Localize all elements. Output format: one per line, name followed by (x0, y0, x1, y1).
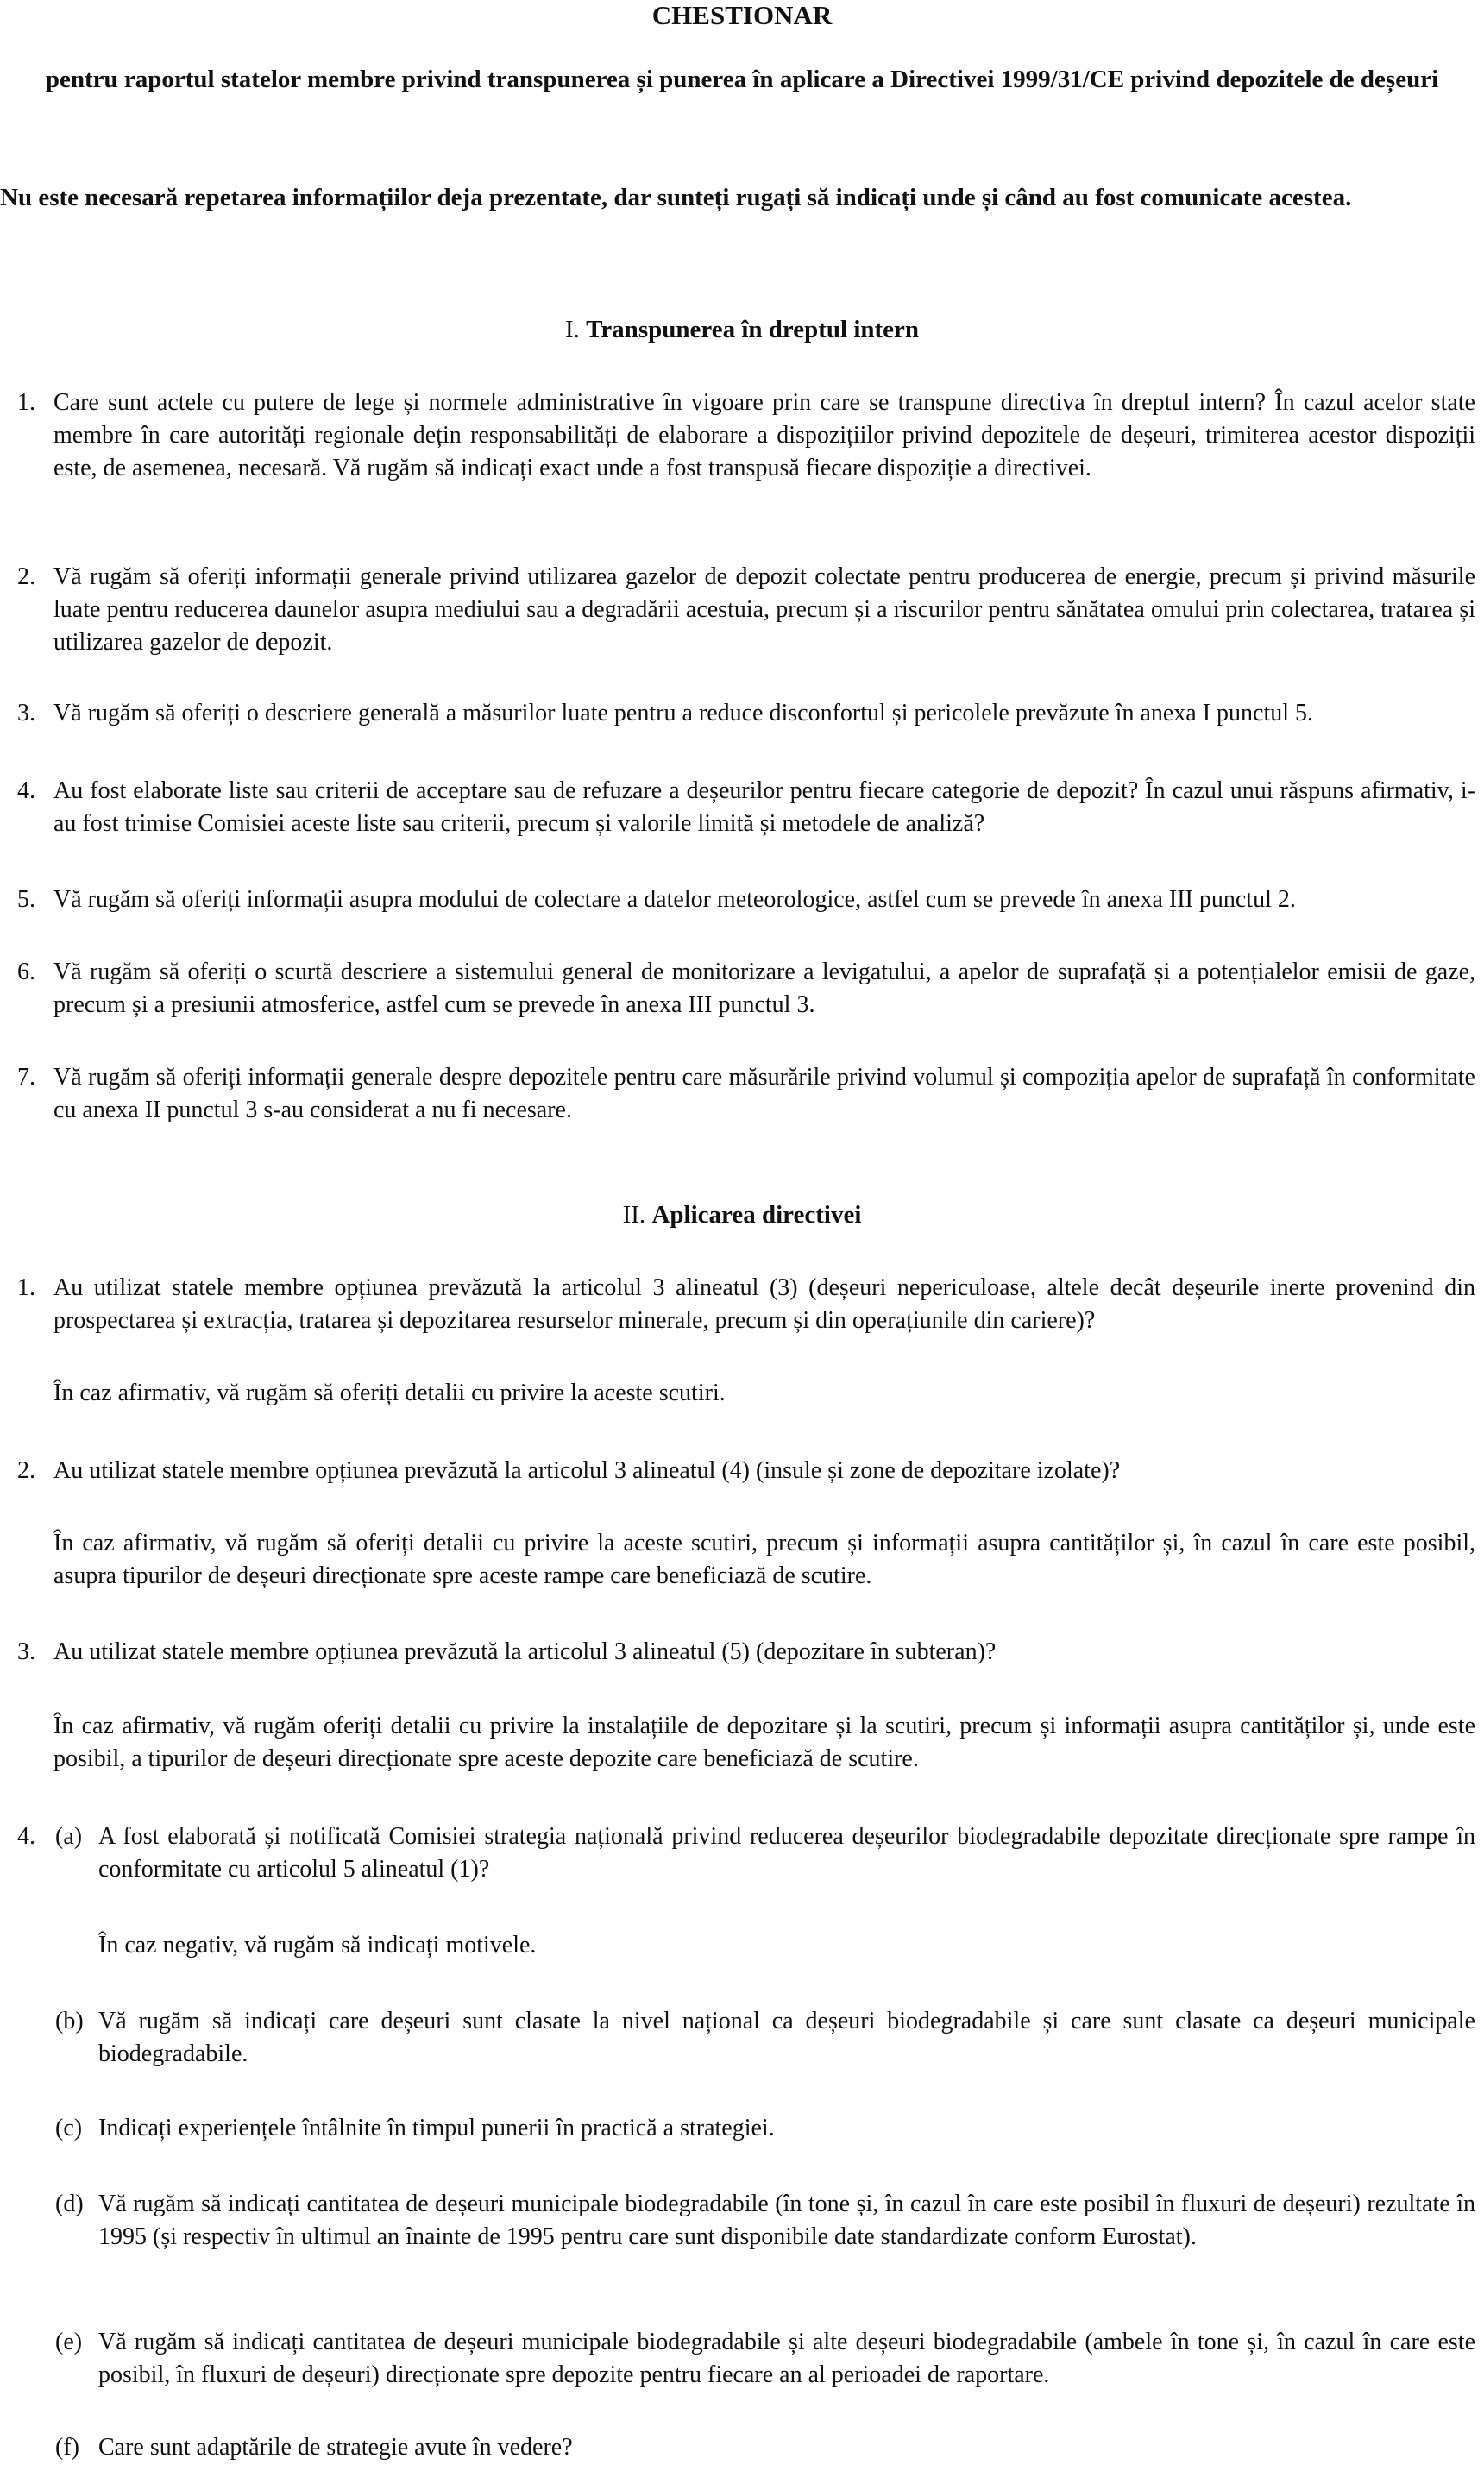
question-text: Vă rugăm să oferiți o scurtă descriere a sistemului general de monitorizare a levigatului, a apelor de suprafață și a potențialelor emisii de gaze, precum și a presiunii atmosferice, astfel cum se prevede în anexa III punctul 3. (53, 959, 1475, 1018)
subitem-label: (f) (55, 2434, 79, 2461)
question-text: Au utilizat statele membre opțiunea prevăzută la articolul 3 alineatul (4) (insule și zone de depozitare izolate)? (53, 1457, 1121, 1484)
intro-paragraph: Nu este necesară repetarea informațiilor deja prezentate, dar sunteți rugați să indicați unde și când au fost comunicate acestea. (0, 184, 1352, 211)
subitem-label: (c) (55, 2115, 83, 2141)
subitem-label: (d) (55, 2191, 84, 2217)
s2-question-4-number: 4. (17, 1823, 35, 1850)
subitem-text: Care sunt adaptările de strategie avute în vedere? (98, 2434, 573, 2461)
question-number: 7. (17, 1064, 35, 1091)
s2-question-1-followup: În caz afirmativ, vă rugăm să oferiți detalii cu privire la aceste scutiri. (53, 1380, 726, 1406)
subitem-text: Indicați experiențele întâlnite în timpul punerii în practică a strategiei. (98, 2115, 775, 2141)
question-text: Vă rugăm să oferiți informații generale despre depozitele pentru care măsurările privind volumul și compoziția apelor de suprafață în conformitate cu anexa II punctul 3 s-au considerat a nu fi necesare. (53, 1064, 1475, 1123)
subitem-label: (b) (55, 2008, 84, 2034)
section-1-numeral: I. (564, 316, 580, 343)
question-number: 2. (17, 563, 35, 590)
document-subtitle: pentru raportul statelor membre privind transpunerea și punerea în aplicare a Directivei 1999/31/CE privind depozitele de deșeuri (45, 66, 1439, 93)
question-number: 5. (17, 886, 35, 913)
subitem-text: Vă rugăm să indicați care deșeuri sunt clasate la nivel național ca deșeuri biodegradabile și care sunt clasate ca deșeuri municipale biodegradabile. (98, 2008, 1475, 2067)
section-2-numeral: II. (622, 1201, 646, 1229)
question-text: Au fost elaborate liste sau criterii de acceptare sau de refuzare a deșeurilor pentru fiecare categorie de depozit? În cazul unui răspuns afirmativ, i-au fost trimise Comisiei aceste liste sau criterii, precum și valorile limită și metodele de analiză? (53, 777, 1475, 837)
question-number: 1. (17, 1274, 35, 1301)
question-text: Care sunt actele cu putere de lege și normele administrative în vigoare prin care se transpune directiva în dreptul intern? În cazul acelor state membre în care autorități regionale dețin responsabilități de elaborare a dispozițiilor privind depozitele de deșeuri, trimiterea acestor dispoziții este, de asemenea, necesară. Vă rugăm să indicați exact unde a fost transpusă fiecare dispoziție a directivei. (53, 389, 1475, 481)
s2-question-3-followup: În caz afirmativ, vă rugăm oferiți detalii cu privire la instalațiile de depozitare și la scutiri, precum și informații asupra cantităților și, unde este posibil, a tipurilor de deșeuri direcționate spre aceste depozite care beneficiază de scutire. (53, 1713, 1475, 1772)
question-text: Vă rugăm să oferiți informații generale privind utilizarea gazelor de depozit colectate pentru producerea de energie, precum și privind măsurile luate pentru reducerea daunelor asupra mediului sau a degradării acestuia, precum și a riscurilor pentru sănătatea omului prin colectarea, tratarea și utilizarea gazelor de depozit. (53, 563, 1475, 656)
question-number: 1. (17, 389, 35, 416)
subitem-text: A fost elaborată și notificată Comisiei strategia națională privind reducerea deșeurilor biodegradabile depozitate direcționate spre rampe în conformitate cu articolul 5 alineatul (1)? (98, 1823, 1475, 1883)
question-number: 2. (17, 1457, 35, 1484)
document-title: CHESTIONAR (651, 0, 833, 30)
question-text: Au utilizat statele membre opțiunea prevăzută la articolul 3 alineatul (5) (depozitare în subteran)? (53, 1638, 997, 1665)
question-text: Au utilizat statele membre opțiunea prevăzută la articolul 3 alineatul (3) (deșeuri nepericuloase, altele decât deșeurile inerte provenind din prospectarea și extracția, tratarea și depozitarea resurselor minerale, precum și din operațiunile din cariere)? (53, 1274, 1475, 1334)
question-text: Vă rugăm să oferiți informații asupra modului de colectare a datelor meteorologice, astfel cum se prevede în anexa III punctul 2. (53, 886, 1296, 913)
question-number: 4. (17, 777, 35, 804)
s2-q4a-followup: În caz negativ, vă rugăm să indicați motivele. (98, 1932, 537, 1959)
s2-question-2-followup: În caz afirmativ, vă rugăm să oferiți detalii cu privire la aceste scutiri, precum și informații asupra cantităților și, în cazul în care este posibil, asupra tipurilor de deșeuri direcționate spre aceste rampe care beneficiază de scutire. (53, 1530, 1475, 1589)
question-number: 6. (17, 959, 35, 985)
question-number: 3. (17, 700, 35, 726)
subitem-text: Vă rugăm să indicați cantitatea de deșeuri municipale biodegradabile și alte deșeuri biodegradabile (ambele în tone și, în cazul în care este posibil, în fluxuri de deșeuri) direcționate spre depozite pentru fiecare an al perioadei de raportare. (98, 2329, 1475, 2388)
subitem-label: (a) (55, 1823, 83, 1850)
subitem-label: (e) (55, 2329, 83, 2355)
section-1-title: Transpunerea în dreptul intern (586, 316, 920, 343)
question-number: 3. (17, 1638, 35, 1665)
section-2-title: Aplicarea directivei (651, 1201, 862, 1229)
section-2-heading (0, 1199, 1484, 1230)
section-1-heading (0, 314, 1484, 345)
subitem-text: Vă rugăm să indicați cantitatea de deșeuri municipale biodegradabile (în tone și, în cazul în care este posibil în fluxuri de deșeuri) rezultate în 1995 (și respectiv în ultimul an înainte de 1995 pentru care sunt disponibile date standardizate conform Eurostat). (98, 2191, 1475, 2250)
question-text: Vă rugăm să oferiți o descriere generală a măsurilor luate pentru a reduce disconfortul și pericolele prevăzute în anexa I punctul 5. (53, 700, 1314, 726)
